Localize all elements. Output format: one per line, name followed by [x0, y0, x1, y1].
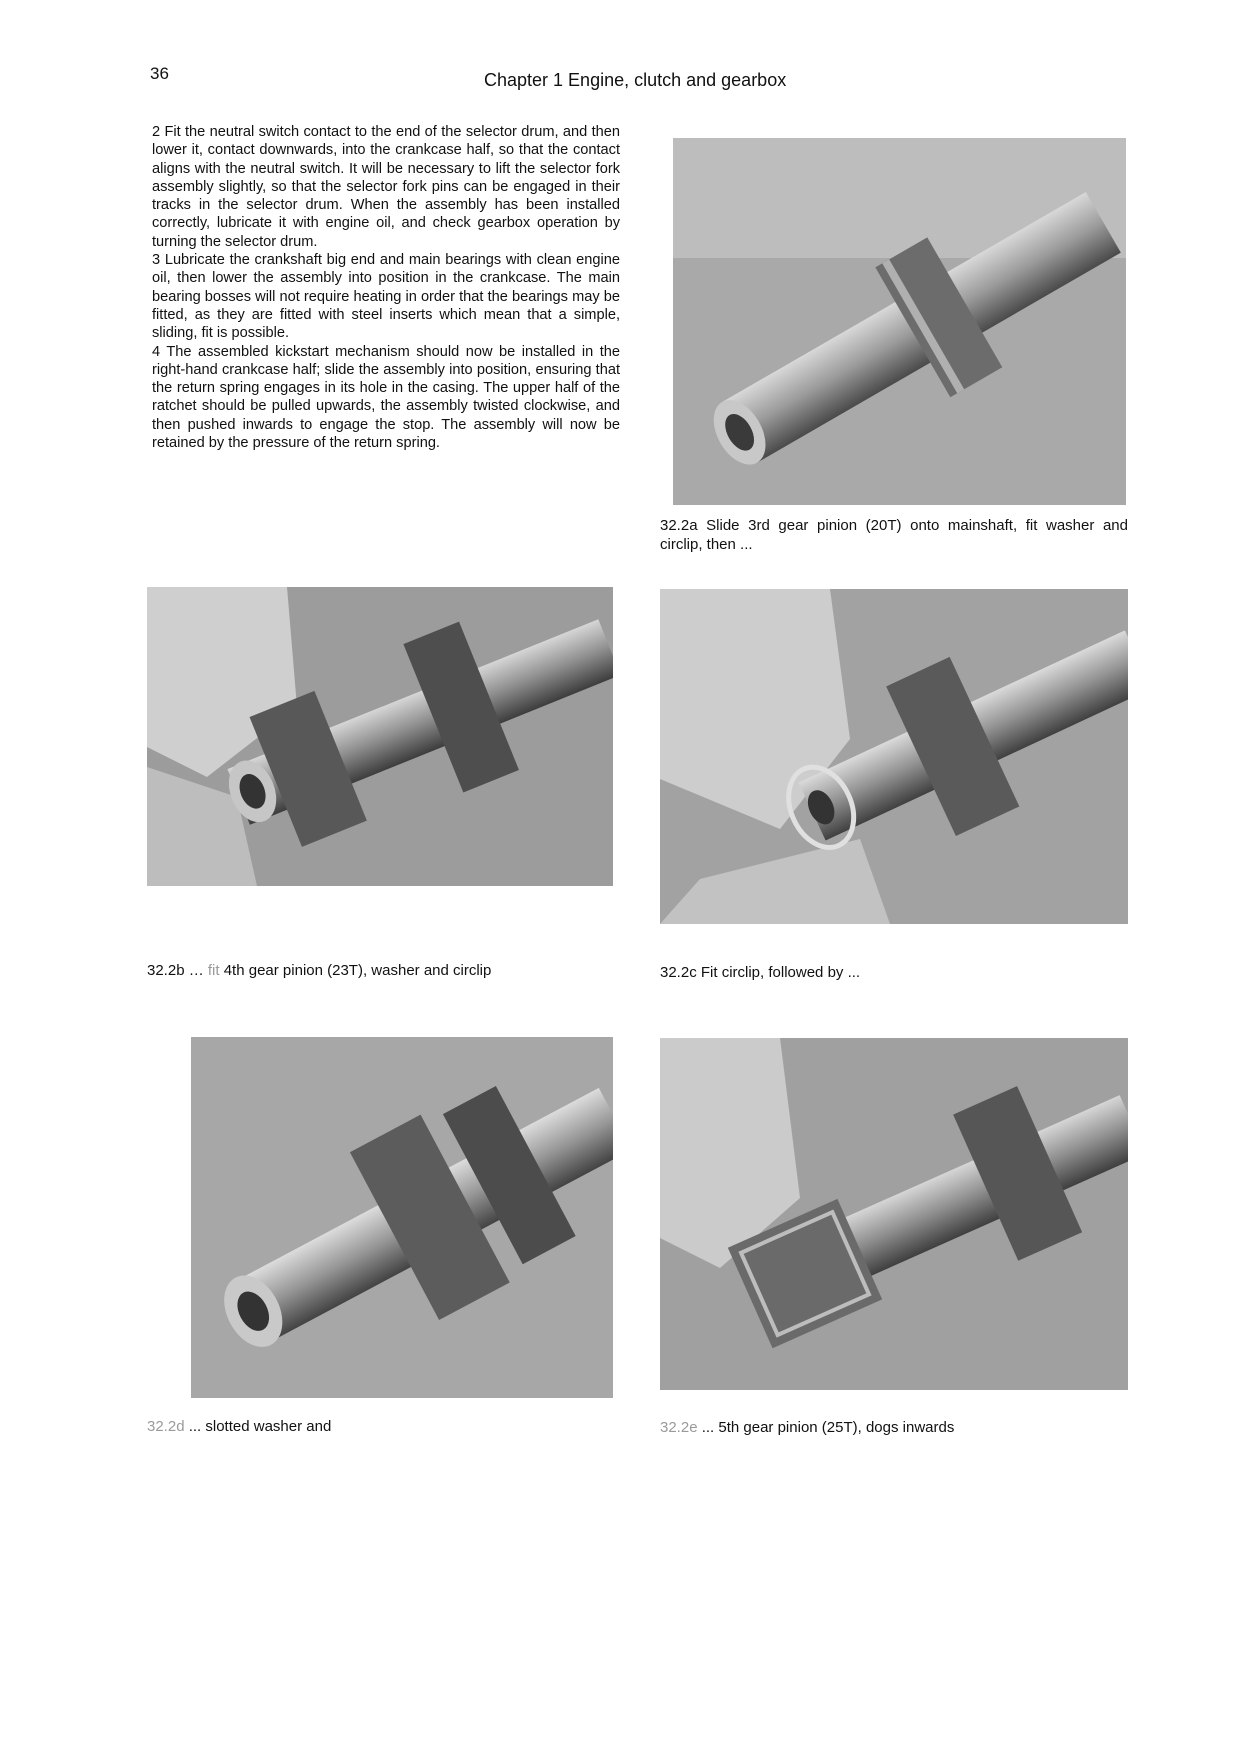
paragraph-3: 3 Lubricate the crankshaft big end and main bearings with clean engine oil, then lower the assembly into position in the crankcase. The main bearing bosses will not require heating in order that the bearings may be fitted, as they are fitted with steel inserts which mean that a simple, sliding, fit is possible. [152, 252, 620, 342]
body-text [152, 123, 620, 452]
gear-shaft-photo-32-2a [673, 138, 1126, 505]
caption-32-2b [147, 962, 491, 979]
caption-32-2a: 32.2a Slide 3rd gear pinion (20T) onto mainshaft, fit washer and circlip, then ... [660, 517, 1128, 553]
caption-32-2b-prefix: 32.2b … [147, 962, 208, 979]
photo-32-2d [191, 1037, 613, 1398]
gear-shaft-photo-32-2e [660, 1038, 1128, 1390]
caption-32-2d [147, 1418, 331, 1435]
paragraph-2: 2 Fit the neutral switch contact to the end of the selector drum, and then lower it, contact downwards, into the crankcase half, so that the contact aligns with the neutral switch. It will be necessary to lift the selector fork assembly slightly, so that the selector fork pins can be engaged in their tracks in the selector drum. When the assembly has been installed correctly, lubricate it with engine oil, and check gearbox operation by turning the selector drum. [152, 124, 620, 250]
page-number: 36 [150, 64, 169, 83]
caption-32-2e [660, 1419, 954, 1436]
caption-32-2b-rest: 4th gear pinion (23T), washer and circlip [219, 962, 492, 979]
photo-32-2c [660, 589, 1128, 924]
paragraph-4: 4 The assembled kickstart mechanism should now be installed in the right-hand crankcase half; slide the assembly into position, ensuring that the return spring engages in its hole in the casing. The upper half of the ratchet should be pulled upwards, the assembly twisted clockwise, and then pushed inwards to engage the stop. The assembly will now be retained by the pressure of the return spring. [152, 343, 620, 452]
gear-shaft-photo-32-2d [191, 1037, 613, 1398]
caption-32-2d-rest: ... slotted washer and [184, 1418, 332, 1435]
photo-32-2a [673, 138, 1126, 505]
photo-32-2b [147, 587, 613, 886]
caption-32-2b-faint: fit [207, 962, 220, 979]
caption-32-2d-faint: 32.2d [147, 1418, 185, 1435]
caption-32-2e-faint: 32.2e [660, 1419, 698, 1436]
caption-32-2c: 32.2c Fit circlip, followed by ... [660, 964, 861, 981]
gear-shaft-photo-32-2b [147, 587, 613, 886]
gear-shaft-photo-32-2c [660, 589, 1128, 924]
photo-32-2e [660, 1038, 1128, 1390]
caption-32-2e-rest: ... 5th gear pinion (25T), dogs inwards [697, 1419, 955, 1436]
chapter-title: Chapter 1 Engine, clutch and gearbox [484, 70, 787, 90]
